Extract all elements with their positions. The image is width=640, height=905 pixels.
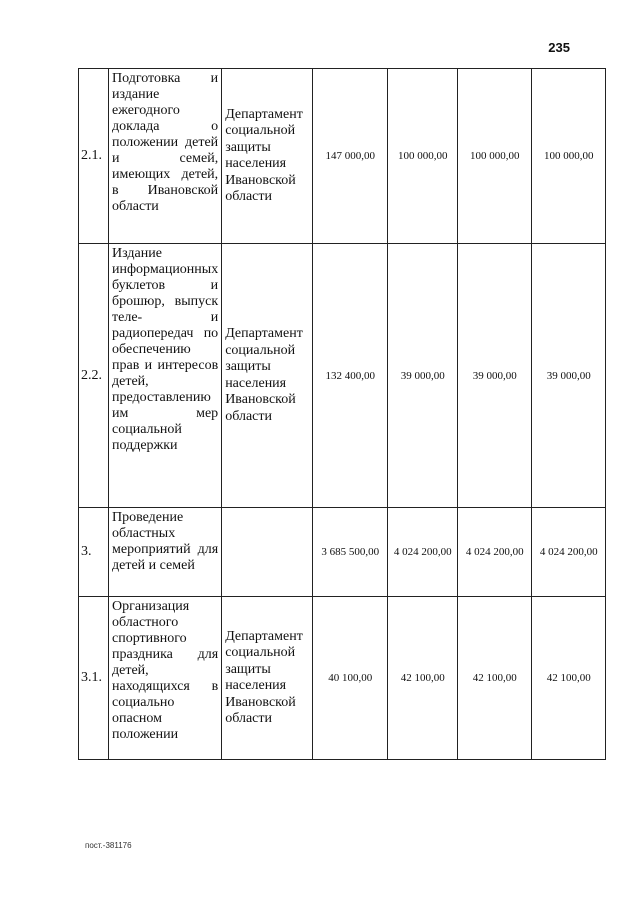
amount-cell: 4 024 200,00 xyxy=(458,508,532,597)
amount-cell: 100 000,00 xyxy=(458,69,532,244)
amount-cell: 100 000,00 xyxy=(532,69,606,244)
amount-cell: 132 400,00 xyxy=(313,244,388,508)
amount-cell: 39 000,00 xyxy=(532,244,606,508)
budget-table xyxy=(78,68,606,760)
amount-cell: 4 024 200,00 xyxy=(388,508,458,597)
amount-cell: 100 000,00 xyxy=(388,69,458,244)
table-row xyxy=(79,597,606,760)
row-number: 2.1. xyxy=(79,69,109,244)
department: Департамент социальной защиты населения Ивановской области xyxy=(222,69,313,244)
department: Департамент социальной защиты населения Ивановской области xyxy=(222,597,313,760)
department: Департамент социальной защиты населения Ивановской области xyxy=(222,244,313,508)
activity-name: Издание информационных буклетов и брошюр, выпуск теле- и радиопередач по обеспечению прав и интересов детей, предоставлению им мер социальной поддержки xyxy=(109,244,222,508)
table-row xyxy=(79,69,606,244)
department xyxy=(222,508,313,597)
amount-cell: 42 100,00 xyxy=(458,597,532,760)
row-number: 3.1. xyxy=(79,597,109,760)
row-number: 2.2. xyxy=(79,244,109,508)
amount-cell: 147 000,00 xyxy=(313,69,388,244)
document-code: пост.-381176 xyxy=(85,841,132,850)
activity-name: Подготовка и издание ежегодного доклада о положении детей и семей, имеющих детей, в Ивановской области xyxy=(109,69,222,244)
amount-cell: 39 000,00 xyxy=(388,244,458,508)
activity-name: Организация областного спортивного праздника для детей, находящихся в социально опасном положении xyxy=(109,597,222,760)
amount-cell: 40 100,00 xyxy=(313,597,388,760)
activity-name: Проведение областных мероприятий для детей и семей xyxy=(109,508,222,597)
amount-cell: 39 000,00 xyxy=(458,244,532,508)
page-number: 235 xyxy=(548,40,570,55)
row-number: 3. xyxy=(79,508,109,597)
amount-cell: 42 100,00 xyxy=(388,597,458,760)
table-row xyxy=(79,508,606,597)
amount-cell: 3 685 500,00 xyxy=(313,508,388,597)
amount-cell: 4 024 200,00 xyxy=(532,508,606,597)
table-row xyxy=(79,244,606,508)
amount-cell: 42 100,00 xyxy=(532,597,606,760)
